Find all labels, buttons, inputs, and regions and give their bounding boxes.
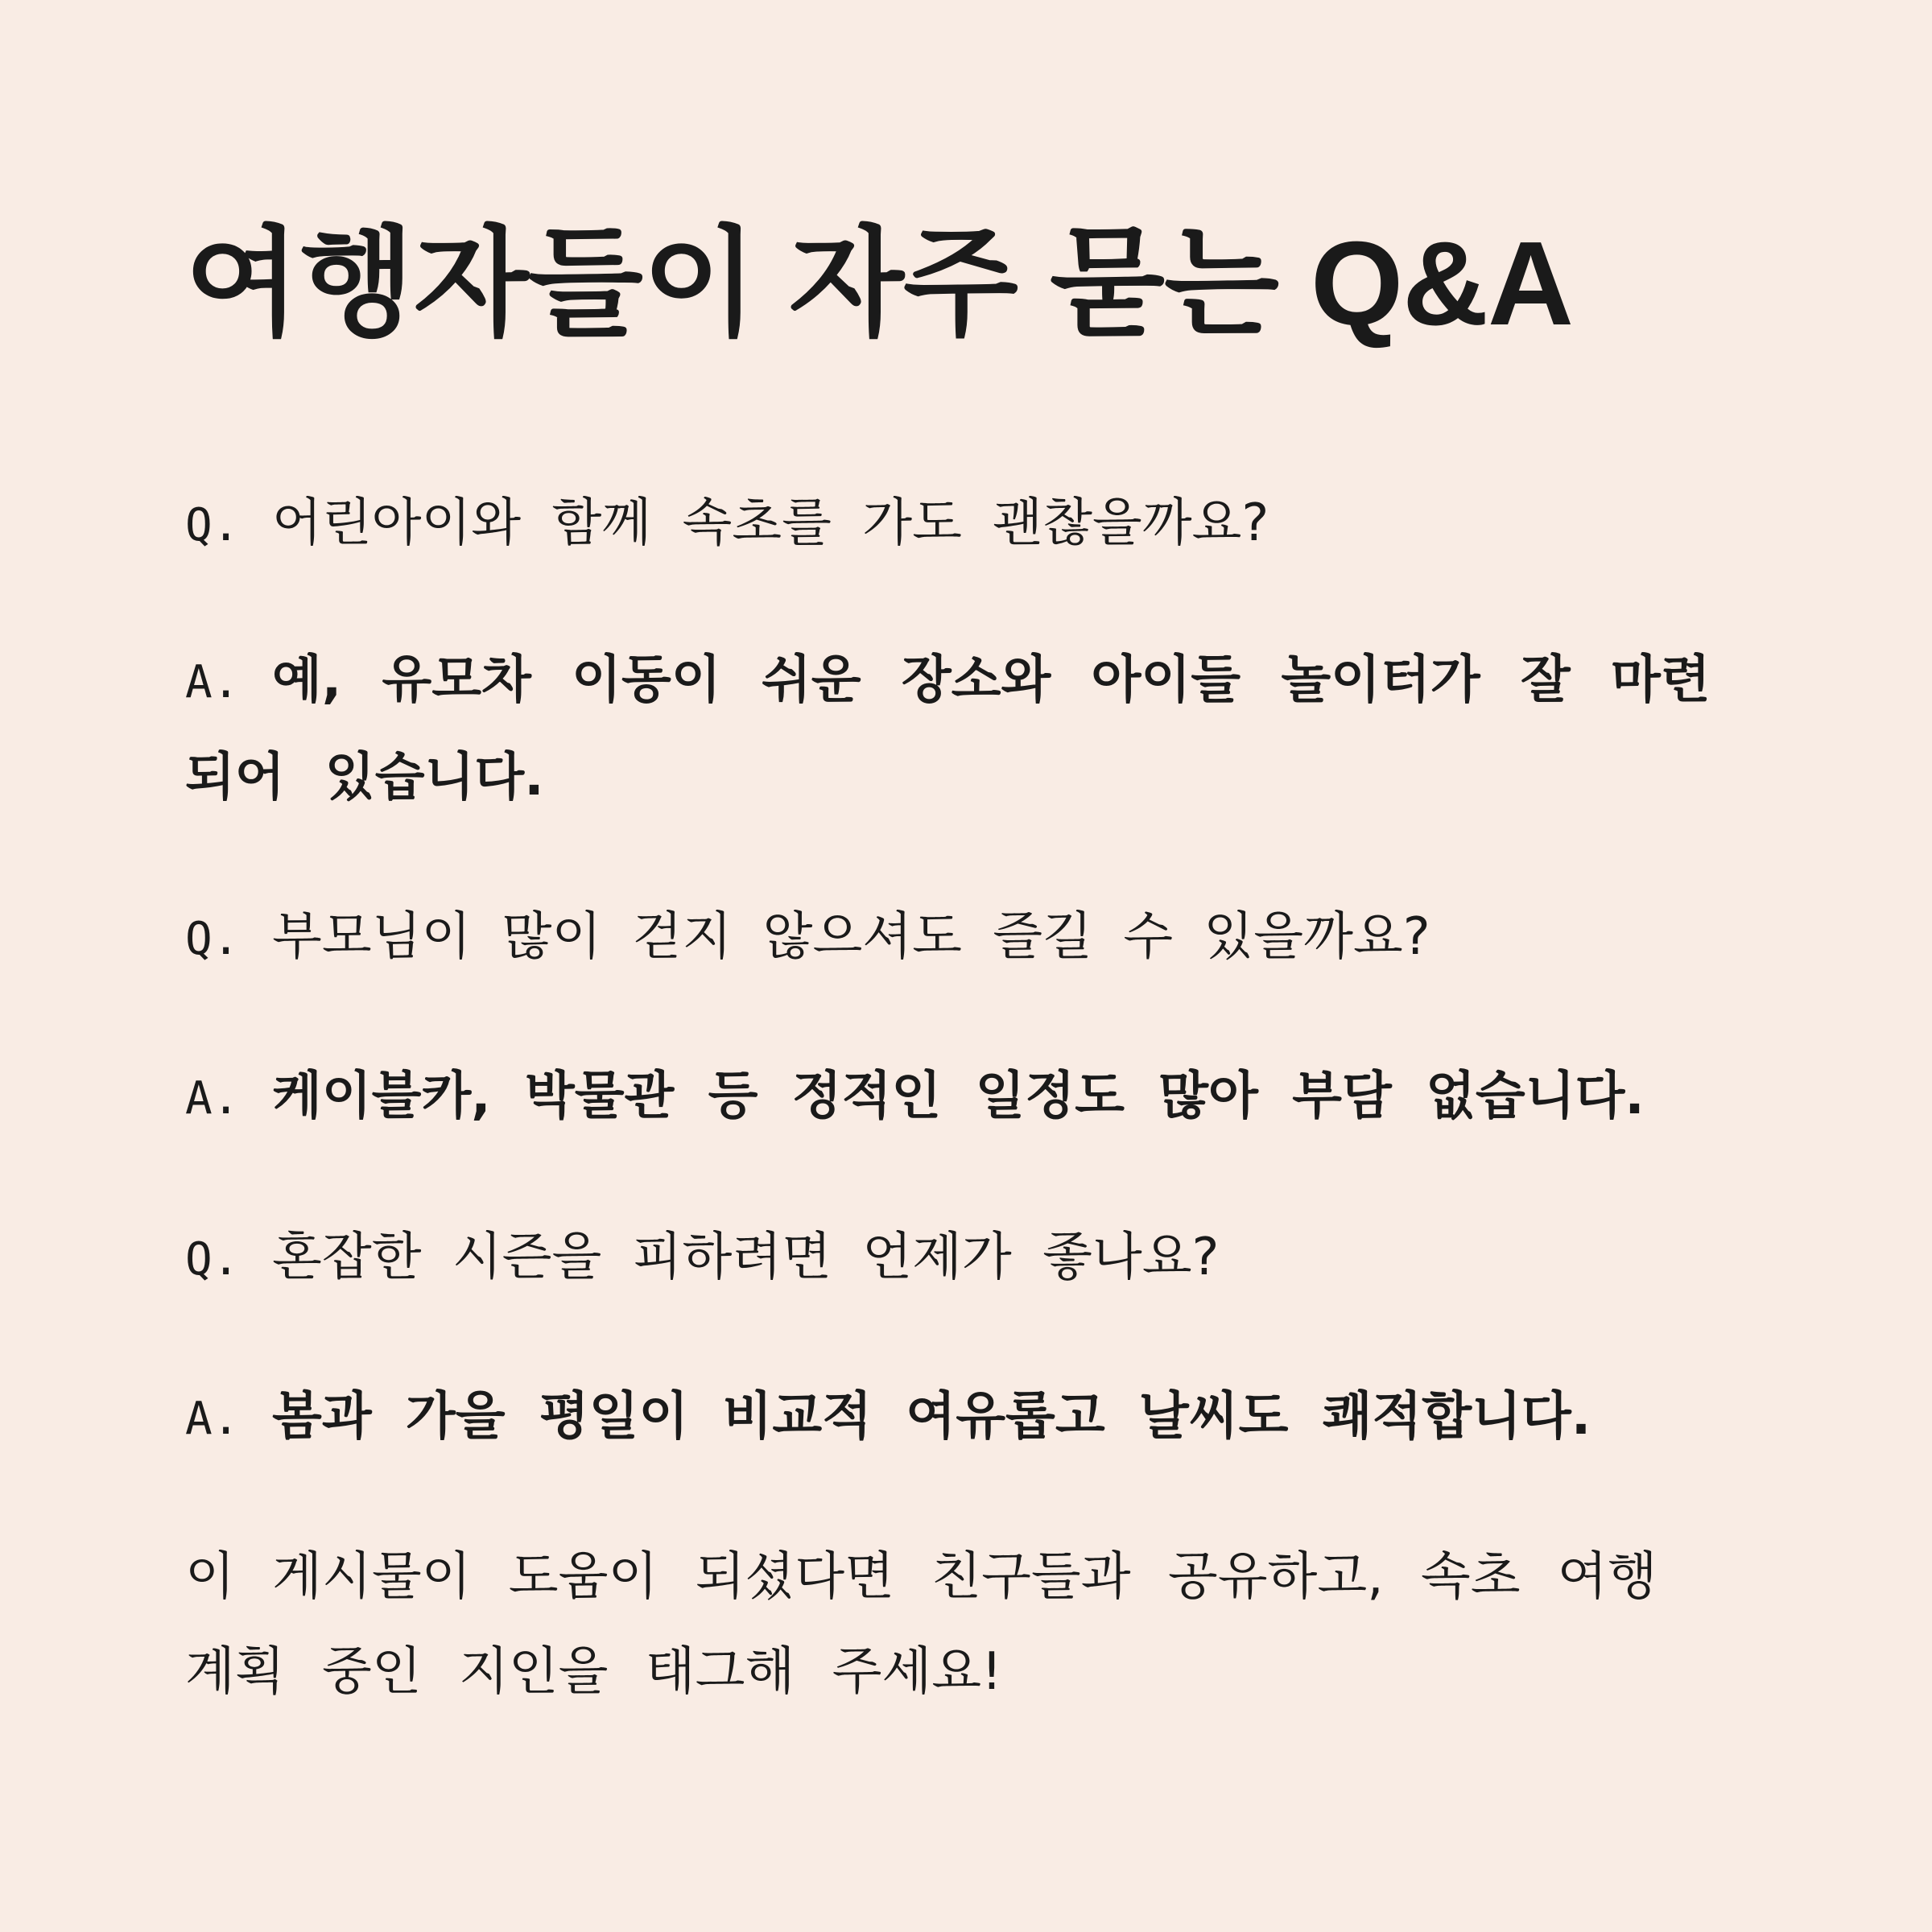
question-3	[185, 1225, 1220, 1292]
answer-prefix: A.	[185, 1393, 240, 1445]
answer-3	[185, 1385, 1591, 1451]
answer-prefix: A.	[185, 656, 240, 708]
question-2	[185, 905, 1430, 972]
answer-prefix: A.	[185, 1072, 240, 1125]
question-prefix: Q.	[185, 1233, 240, 1286]
page-title: 여행자들이 자주 묻는 Q&A	[185, 217, 1573, 350]
question-text: 혼잡한 시즌을 피하려면 언제가 좋나요?	[272, 1228, 1220, 1287]
outro-text: 이 게시물이 도움이 되셨다면 친구들과 공유하고, 속초 여행 계획 중인 지인을 태그해 주세요!	[185, 1547, 1657, 1702]
answer-text: 케이블카, 박물관 등 정적인 일정도 많아 부담 없습니다.	[272, 1067, 1645, 1126]
question-1	[185, 491, 1269, 558]
answer-2	[185, 1064, 1645, 1131]
answer-text: 봄과 가을 평일이 비교적 여유롭고 날씨도 쾌적합니다.	[272, 1387, 1591, 1447]
question-prefix: Q.	[185, 499, 240, 551]
qa-post	[185, 0, 1747, 1932]
question-text: 어린아이와 함께 속초를 가도 괜찮을까요?	[272, 493, 1269, 553]
answer-text: 예, 유모차 이동이 쉬운 장소와 아이들 놀이터가 잘 마련 되어 있습니다.	[185, 650, 1711, 807]
answer-1	[185, 633, 1731, 825]
question-prefix: Q.	[185, 913, 240, 965]
question-text: 부모님이 많이 걷지 않으셔도 즐길 수 있을까요?	[272, 907, 1430, 967]
